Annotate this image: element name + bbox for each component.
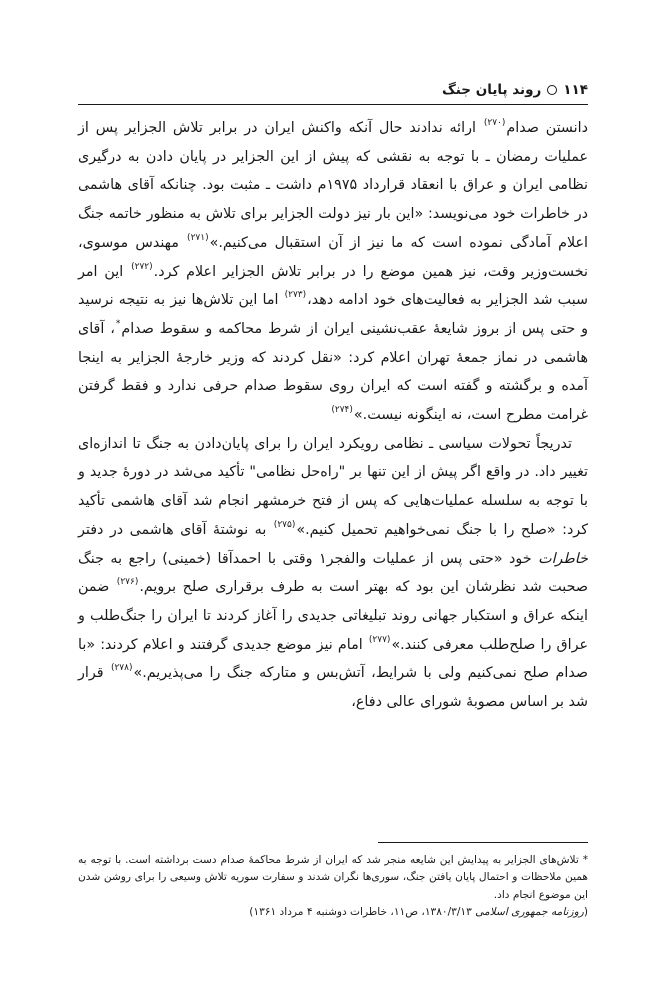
- footnote-ref: (۲۷۴): [331, 405, 353, 416]
- footnote-ref: (۲۷۳): [284, 290, 307, 301]
- footnote-ref: (۲۷۶): [116, 577, 139, 588]
- footnote-ref: *: [115, 318, 121, 329]
- text-run: امام نیز موضع جدیدی گرفتند و اعلام کردند: «با صدام صلح نمی‌کنیم ولی با شرایط، آتش‌بس و متارکه جنگ را می‌پذیریم.»: [78, 636, 588, 682]
- running-title: روند پایان جنگ: [441, 82, 542, 98]
- running-header: [78, 78, 588, 102]
- text-run: اما این تلاش‌ها نیز به نتیجه نرسید و حتی پس از بروز شایعهٔ عقب‌نشینی ایران از شرط محاکمه و سقوط صدام: [78, 292, 588, 337]
- paragraph-1: [78, 114, 588, 430]
- footnote: [78, 852, 588, 922]
- text-run: قرار شد بر اساس مصوبهٔ شورای عالی دفاع،: [78, 665, 588, 711]
- text-run: ضمن اینکه عراق و استکبار جهانی روند تبلیغاتی جدیدی را آغاز کردند تا ایران را جنگ‌طلب و عراق را صلح‌طلب معرفی کنند.»: [78, 579, 588, 653]
- paragraph-2: [78, 430, 588, 717]
- italic-title: خاطرات: [538, 550, 589, 567]
- circle-bullet-icon: [547, 85, 557, 95]
- footnote-text: [78, 852, 588, 904]
- footnote-ref: (۲۷۷): [368, 634, 391, 645]
- text-run: به نوشتهٔ آقای هاشمی در دفتر: [78, 521, 273, 538]
- text-run: ۱۳۸۰/۳/۱۳، ص۱۱، خاطرات دوشنبه ۴ مرداد ۱۳۶۱): [249, 906, 476, 919]
- header-divider: [78, 104, 588, 105]
- footnote-ref: (۲۷۸): [110, 663, 133, 674]
- italic-title: روزنامه جمهوری اسلامی: [475, 906, 584, 919]
- page-number: ۱۱۴: [563, 82, 588, 98]
- footnote-ref: (۲۷۵): [273, 519, 296, 530]
- text-run: این امر سبب شد الجزایر به فعالیت‌های خود ادامه دهد،: [78, 263, 588, 309]
- text-run: ارائه ندادند حال آنکه واکنش ایران در برابر تلاش الجزایر پس از عملیات رمضان ـ با توجه به نقشی که پیش از این الجزایر در پایان دادن به درگیری نظامی ایران و عراق با انعقاد قرارداد ۱۹۷۵م داشت ـ مثبت بود. چنانکه آقای هاشمی در خاطرات خود می‌نویسد: «این بار نیز دولت الجزایر برای تلاش به منظور خاتمه جنگ اعلام آمادگی نموده است که ما نیز از آن استقبال می‌کنیم.»: [78, 120, 588, 251]
- text-run: مهندس موسوی، نخست‌وزیر وقت، نیز همین موضع را در برابر تلاش الجزایر اعلام کرد.: [78, 234, 588, 280]
- footnote-ref: (۲۷۲): [131, 261, 153, 272]
- text-run: دانستن صدام: [506, 120, 588, 136]
- footnote-source: [78, 904, 588, 921]
- text-run: ، آقای هاشمی در نماز جمعهٔ تهران اعلام کرد: «نقل کردند که وزیر خارجهٔ الجزایر به اینجا آمده و برگشته و گفته است که ایران روی سقوط صدام حرفی ندارد و فقط گرفتن غرامت مطرح است، نه اینگونه نیست.»: [78, 320, 588, 424]
- body-text: [78, 114, 588, 717]
- text-run: خود «حتی پس از عملیات والفجر۱ وقتی با احمدآقا (خمینی) راجع به جنگ صحبت شد نظرشان این بود که بهتر است به طرف برقراری صلح برویم.: [78, 550, 588, 596]
- footnote-ref: (۲۷۰): [483, 118, 506, 128]
- text-run: * تلاش‌های الجزایر به پیدایش این شایعه منجر شد که ایران از شرط محاکمهٔ صدام دست برداشته است. با توجه به همین ملاحظات و احتمال پایان یافتن جنگ، سوری‌ها نگران شدند و سفارت سوریه تلاش وسیعی را برای روشن شدن این موضوع انجام داد.: [78, 854, 588, 901]
- footnote-ref: (۲۷۱): [187, 232, 209, 243]
- text-run: تدریجاً تحولات سیاسی ـ نظامی رویکرد ایران را برای پایان‌دادن به جنگ تا اندازه‌ای تغییر داد. در واقع اگر پیش از این تنها بر "راه‌حل نظامی" تأکید می‌شد در دورهٔ جدید و با توجه به سلسله عملیات‌هایی که پس از فتح خرمشهر انجام شد آقای هاشمی تأکید کرد: «صلح را با جنگ نمی‌خواهیم تحمیل کنیم.»: [78, 435, 589, 538]
- footnote-divider: [378, 842, 588, 843]
- text-run: (: [583, 906, 588, 919]
